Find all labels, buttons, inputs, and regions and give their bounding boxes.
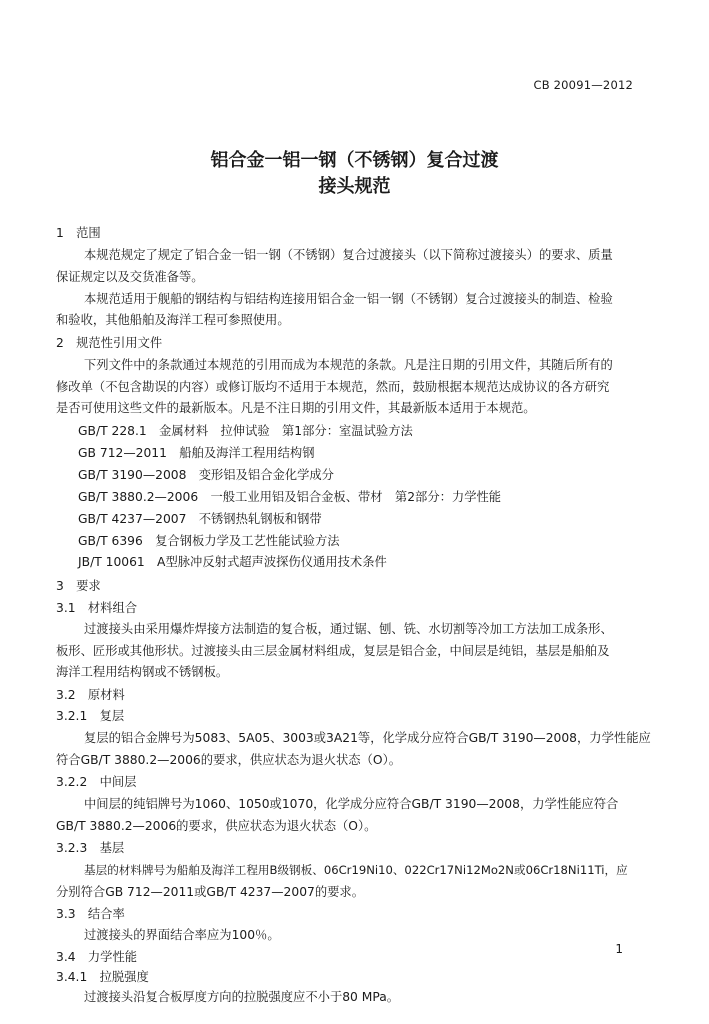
section-2-heading: 2 规范性引用文件 (56, 336, 163, 350)
section-3-2-2-heading: 3.2.2 中间层 (56, 775, 137, 789)
section-3-4-1-heading: 3.4.1 拉脱强度 (56, 970, 149, 984)
reference-item: GB/T 228.1 金属材料 拉伸试验 第1部分：室温试验方法 (78, 424, 413, 438)
section-3-1-heading: 3.1 材料组合 (56, 601, 138, 615)
section-3-2-2-line2: GB/T 3880.2—2006的要求，供应状态为退火状态（O）。 (56, 819, 377, 833)
section-3-1-line2: 板形、匠形或其他形状。过渡接头由三层金属材料组成，复层是铝合金，中间层是纯铝，基层是船舶及 (56, 644, 610, 658)
document-title-line1: 铝合金一铝一钢（不锈钢）复合过渡 (210, 150, 499, 171)
section-1-heading: 1 范围 (56, 226, 101, 240)
section-1-para1-line2: 保证规定以及交货准备等。 (56, 270, 204, 284)
section-3-1-line1: 过渡接头由采用爆炸焊接方法制造的复合板，通过锯、刨、铣、水切割等冷加工方法加工成条形、 (84, 622, 613, 636)
document-title-line2: 接头规范 (318, 176, 391, 197)
section-3-heading: 3 要求 (56, 579, 101, 593)
section-2-para-line3: 是否可使用这些文件的最新版本。凡是不注日期的引用文件，其最新版本适用于本规范。 (56, 401, 536, 415)
section-3-2-1-line1: 复层的铝合金牌号为5083、5A05、3003或3A21等，化学成分应符合GB/T 3190—2008，力学性能应 (84, 731, 651, 745)
section-3-2-3-line1: 基层的材料牌号为船舶及海洋工程用B级钢板、06Cr19Ni10、022Cr17Ni12Mo2N或06Cr18Ni11Ti，应 (84, 863, 628, 877)
reference-item: GB/T 6396 复合钢板力学及工艺性能试验方法 (78, 534, 340, 548)
reference-item: GB/T 4237—2007 不锈钢热轧钢板和钢带 (78, 512, 322, 526)
section-3-1-line3: 海洋工程用结构钢或不锈钢板。 (56, 665, 229, 679)
section-3-4-1-line1: 过渡接头沿复合板厚度方向的拉脱强度应不小于80 MPa。 (84, 990, 400, 1004)
section-3-2-1-line2: 符合GB/T 3880.2—2006的要求，供应状态为退火状态（O）。 (56, 753, 402, 767)
section-2-para-line1: 下列文件中的条款通过本规范的引用而成为本规范的条款。凡是注日期的引用文件，其随后所有的 (84, 358, 613, 372)
section-3-3-heading: 3.3 结合率 (56, 907, 125, 921)
reference-item: GB/T 3880.2—2006 一般工业用铝及铝合金板、带材 第2部分：力学性能 (78, 490, 502, 504)
reference-item: JB/T 10061 A型脉冲反射式超声波探伤仪通用技术条件 (78, 555, 387, 569)
section-2-para-line2: 修改单（不包含勘误的内容）或修订版均不适用于本规范，然而，鼓励根据本规范达成协议的各方研究 (56, 380, 610, 394)
section-3-4-heading: 3.4 力学性能 (56, 950, 138, 964)
section-1-para2-line1: 本规范适用于舰船的钢结构与铝结构连接用铝合金一铝一钢（不锈钢）复合过渡接头的制造、检验 (84, 292, 613, 306)
page-number: 1 (615, 942, 623, 956)
standard-code: CB 20091—2012 (533, 78, 633, 92)
section-3-2-1-heading: 3.2.1 复层 (56, 709, 125, 723)
section-3-2-2-line1: 中间层的纯铝牌号为1060、1050或1070，化学成分应符合GB/T 3190—2008，力学性能应符合 (84, 797, 619, 811)
section-1-para1-line1: 本规范规定了规定了铝合金一铝一钢（不锈钢）复合过渡接头（以下简称过渡接头）的要求、质量 (84, 248, 613, 262)
section-3-2-3-heading: 3.2.3 基层 (56, 841, 125, 855)
section-3-2-3-line2: 分别符合GB 712—2011或GB/T 4237—2007的要求。 (56, 885, 365, 899)
section-3-3-line1: 过渡接头的界面结合率应为100％。 (84, 928, 280, 942)
reference-item: GB/T 3190—2008 变形铝及铝合金化学成分 (78, 468, 334, 482)
section-1-para2-line2: 和验收，其他船舶及海洋工程可参照使用。 (56, 313, 290, 327)
reference-item: GB 712—2011 船舶及海洋工程用结构钢 (78, 446, 315, 460)
section-3-2-heading: 3.2 原材料 (56, 688, 125, 702)
